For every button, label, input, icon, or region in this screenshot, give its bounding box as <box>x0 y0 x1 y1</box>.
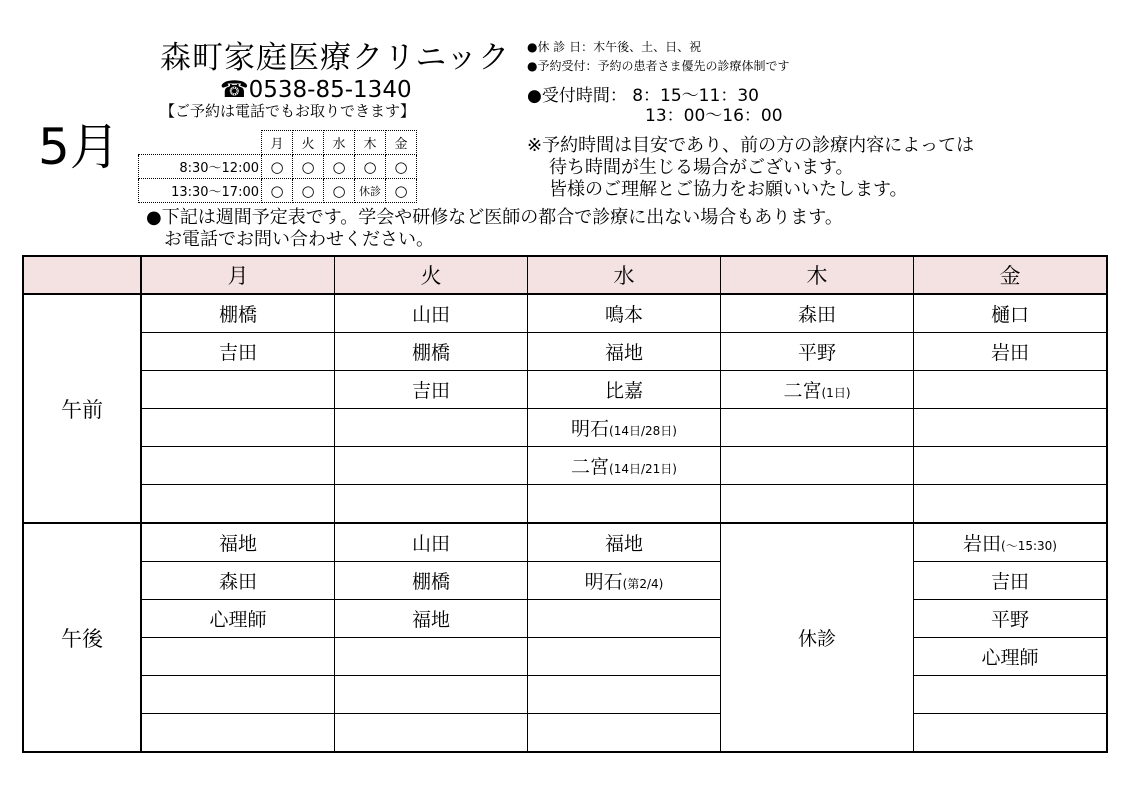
phone-number: ☎0538-85-1340 <box>220 77 412 103</box>
table-row <box>23 714 1107 753</box>
reservation-note: 【ご予約は電話でもお取りできます】 <box>160 102 416 120</box>
doctor-cell <box>141 447 335 485</box>
month-label: 5月 <box>38 118 120 176</box>
table-row <box>23 371 1107 409</box>
doctor-cell <box>721 447 914 485</box>
weekly-note: お電話でお問い合わせください。 <box>164 229 434 250</box>
table-row <box>23 562 1107 600</box>
hours-summary-table <box>138 130 417 203</box>
doctor-note: (第2/4) <box>622 577 664 591</box>
doctor-cell: 樋口 <box>914 294 1108 333</box>
doctor-cell <box>914 409 1108 447</box>
table-row <box>23 294 1107 333</box>
day-header: 金 <box>914 256 1108 294</box>
notice-line: 待ち時間が生じる場合がございます。 <box>549 157 854 178</box>
day-header: 木 <box>355 131 386 155</box>
doctor-cell <box>141 638 335 676</box>
doctor-cell <box>914 600 1108 638</box>
doctor-cell <box>335 409 528 447</box>
day-header: 火 <box>293 131 324 155</box>
doctor-cell <box>721 485 914 524</box>
table-row <box>23 600 1107 638</box>
doctor-cell: 吉田 <box>335 371 528 409</box>
doctor-cell <box>914 523 1108 562</box>
doctor-cell <box>528 562 721 600</box>
doctor-cell <box>528 714 721 753</box>
status-cell: ○ <box>386 179 417 203</box>
pm-label: 午後 <box>23 523 141 752</box>
corner-cell <box>23 256 141 294</box>
doctor-name: 森田 <box>797 304 836 326</box>
doctor-cell: 心理師 <box>141 600 335 638</box>
doctor-cell <box>528 294 721 333</box>
status-cell: ○ <box>386 155 417 179</box>
doctor-name: 心理師 <box>981 647 1039 669</box>
doctor-cell: 山田 <box>335 294 528 333</box>
doctor-cell <box>141 409 335 447</box>
doctor-cell <box>721 371 914 409</box>
closed-cell: 休診 <box>721 523 914 752</box>
status-cell: ○ <box>293 155 324 179</box>
reception-hours-pm: 13：00～16：00 <box>645 106 783 126</box>
doctor-cell <box>141 676 335 714</box>
doctor-cell <box>721 409 914 447</box>
doctor-cell <box>914 676 1108 714</box>
status-cell: ○ <box>324 179 355 203</box>
doctor-name: 福地 <box>604 342 643 364</box>
doctor-cell <box>335 676 528 714</box>
doctor-name: 鳴本 <box>604 304 643 326</box>
status-cell: ○ <box>355 155 386 179</box>
status-cell: 休診 <box>355 179 386 203</box>
table-row <box>23 409 1107 447</box>
doctor-cell <box>914 562 1108 600</box>
doctor-cell <box>528 409 721 447</box>
doctor-cell: 吉田 <box>141 333 335 371</box>
doctor-cell <box>528 523 721 562</box>
doctor-cell <box>528 638 721 676</box>
reception-hours-am: ●受付時間： 8：15～11：30 <box>527 86 759 106</box>
doctor-name: 明石 <box>584 571 623 593</box>
doctor-name: 平野 <box>990 609 1029 631</box>
doctor-cell <box>914 447 1108 485</box>
table-row <box>23 485 1107 524</box>
table-row <box>23 676 1107 714</box>
doctor-cell <box>528 600 721 638</box>
notice-line: ※予約時間は目安であり、前の方の診療内容によっては <box>527 135 975 156</box>
holiday-info: ●休 診 日：木午後、土、日、祝 <box>527 40 702 54</box>
doctor-cell <box>721 294 914 333</box>
doctor-cell: 福地 <box>335 600 528 638</box>
doctor-cell: 棚橋 <box>335 562 528 600</box>
doctor-note: (～15:30) <box>1001 539 1057 553</box>
doctor-cell <box>141 371 335 409</box>
status-cell: ○ <box>324 155 355 179</box>
doctor-cell <box>914 485 1108 524</box>
doctor-cell <box>335 447 528 485</box>
day-header: 月 <box>262 131 293 155</box>
doctor-cell: 棚橋 <box>141 294 335 333</box>
doctor-name: 比嘉 <box>604 380 643 402</box>
doctor-cell <box>914 714 1108 753</box>
day-header: 月 <box>141 256 335 294</box>
day-header: 水 <box>528 256 721 294</box>
doctor-cell <box>141 485 335 524</box>
doctor-cell <box>335 485 528 524</box>
day-header: 金 <box>386 131 417 155</box>
corner-cell <box>139 131 262 155</box>
doctor-note: (14日/28日) <box>609 424 677 438</box>
doctor-cell <box>528 371 721 409</box>
doctor-cell: 山田 <box>335 523 528 562</box>
doctor-cell: 岩田 <box>914 333 1108 371</box>
doctor-name: 二宮 <box>571 456 610 478</box>
doctor-cell <box>141 714 335 753</box>
time-range: 13:30～17:00 <box>139 179 262 203</box>
doctor-cell <box>721 333 914 371</box>
doctor-cell <box>528 676 721 714</box>
am-label: 午前 <box>23 294 141 523</box>
doctor-cell <box>914 638 1108 676</box>
table-row <box>23 333 1107 371</box>
clinic-name: 森町家庭医療クリニック <box>160 40 511 76</box>
weekly-schedule-table <box>22 255 1108 753</box>
day-header: 火 <box>335 256 528 294</box>
doctor-cell <box>335 714 528 753</box>
status-cell: ○ <box>293 179 324 203</box>
doctor-cell <box>335 638 528 676</box>
doctor-cell: 福地 <box>141 523 335 562</box>
doctor-cell <box>528 333 721 371</box>
doctor-name: 平野 <box>797 342 836 364</box>
reservation-info: ●予約受付：予約の患者さま優先の診療体制です <box>527 59 790 73</box>
doctor-name: 明石 <box>571 418 610 440</box>
doctor-note: (1日) <box>821 386 851 400</box>
doctor-cell <box>528 485 721 524</box>
doctor-name: 福地 <box>604 533 643 555</box>
table-row <box>23 523 1107 562</box>
notice-line: 皆様のご理解とご協力をお願いいたします。 <box>549 179 908 200</box>
doctor-cell: 棚橋 <box>335 333 528 371</box>
doctor-cell <box>528 447 721 485</box>
weekly-note: ●下記は週間予定表です。学会や研修など医師の都合で診療に出ない場合もあります。 <box>146 207 843 228</box>
status-cell: ○ <box>262 179 293 203</box>
doctor-name: 岩田 <box>963 533 1002 555</box>
table-row <box>23 447 1107 485</box>
doctor-note: (14日/21日) <box>609 462 677 476</box>
time-range: 8:30～12:00 <box>139 155 262 179</box>
doctor-cell <box>914 371 1108 409</box>
day-header: 水 <box>324 131 355 155</box>
doctor-name: 吉田 <box>990 571 1029 593</box>
status-cell: ○ <box>262 155 293 179</box>
doctor-name: 二宮 <box>783 380 822 402</box>
doctor-cell: 森田 <box>141 562 335 600</box>
table-row <box>23 638 1107 676</box>
day-header: 木 <box>721 256 914 294</box>
